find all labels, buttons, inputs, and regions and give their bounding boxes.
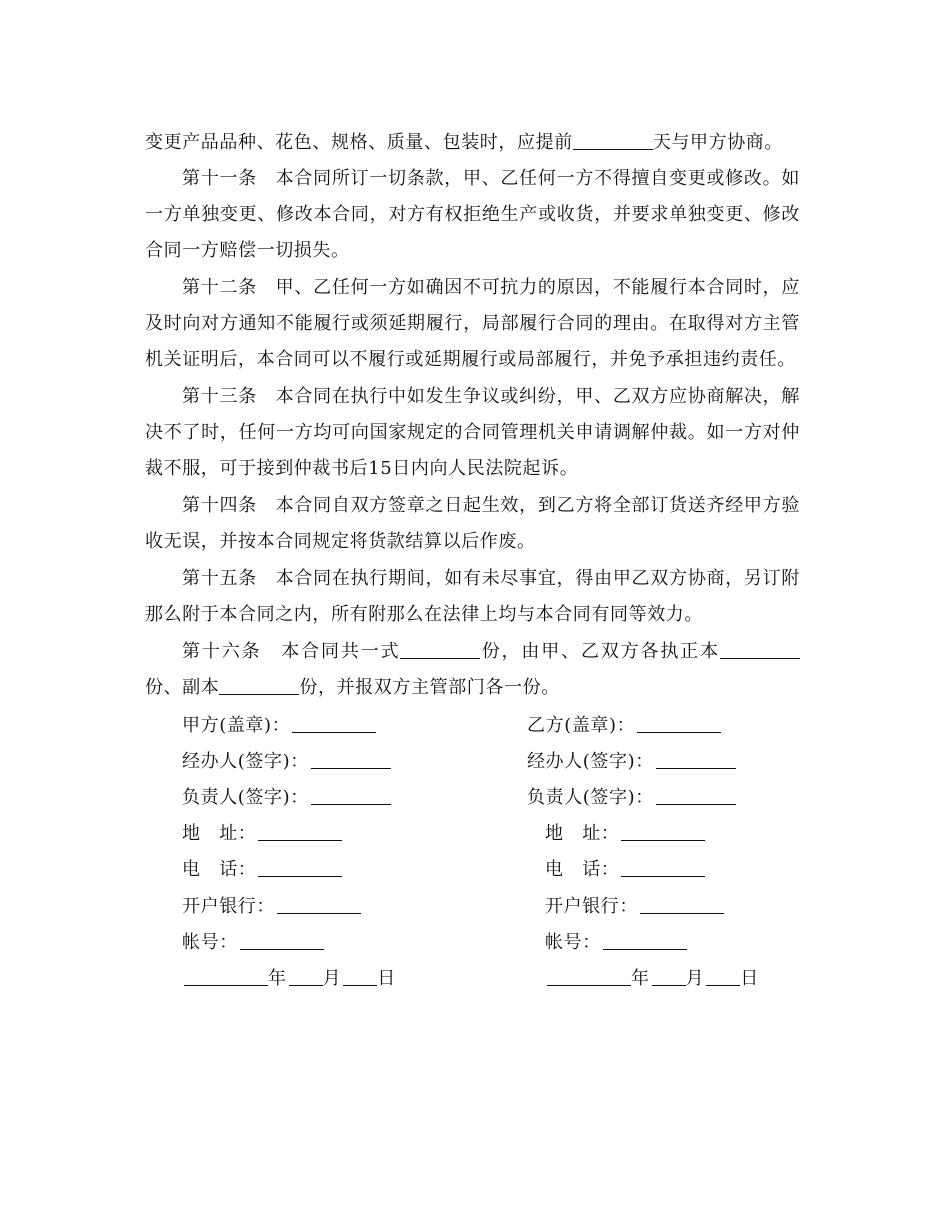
party-a-year-label: 年 bbox=[268, 968, 287, 989]
blank-duplicates-field[interactable] bbox=[219, 676, 299, 695]
party-a-agent-field[interactable] bbox=[311, 750, 391, 769]
party-b-bank-label: 开户银行： bbox=[545, 896, 638, 917]
article-16-text-3: 份、副本 bbox=[145, 677, 220, 698]
paragraph-product-change bbox=[145, 125, 800, 161]
article-12: 第十二条 甲、乙任何一方如确因不可抗力的原因，不能履行本合同时，应及时向对方通知不能履行或须延期履行，局部履行合同的理由。在取得对方主管机关证明后，本合同可以不履行或延期履行或局部履行，并免予承担违约责任。 bbox=[145, 277, 800, 370]
party-a-phone-field[interactable] bbox=[258, 858, 342, 877]
party-b-seal-label: 乙方(盖章)： bbox=[527, 715, 636, 736]
party-b-address-label: 地 址： bbox=[545, 823, 620, 844]
party-b-leader-field[interactable] bbox=[656, 786, 736, 805]
party-a-bank-field[interactable] bbox=[277, 895, 361, 914]
article-13: 第十三条 本合同在执行中如发生争议或纠纷，甲、乙双方应协商解决，解决不了时，任何一方均可向国家规定的合同管理机关申请调解仲裁。如一方对仲裁不服，可于接到仲裁书后15日内向人民法院起诉。 bbox=[145, 386, 800, 479]
party-a-address-field[interactable] bbox=[258, 822, 342, 841]
party-b-year-field[interactable] bbox=[547, 967, 631, 986]
party-b-phone bbox=[545, 858, 705, 882]
party-b-day-label: 日 bbox=[740, 968, 759, 989]
party-b-agent-field[interactable] bbox=[656, 750, 736, 769]
blank-copies-field[interactable] bbox=[400, 640, 480, 659]
party-a-bank bbox=[182, 895, 361, 919]
party-a-date bbox=[182, 967, 396, 991]
party-b-address bbox=[545, 822, 705, 846]
party-b-month-field[interactable] bbox=[652, 967, 686, 986]
party-b-agent-label: 经办人(签字)： bbox=[527, 751, 654, 772]
text-after: 天与甲方协商。 bbox=[652, 132, 784, 153]
party-b-address-field[interactable] bbox=[621, 822, 705, 841]
party-a-account bbox=[182, 931, 324, 955]
party-a-leader bbox=[182, 786, 391, 810]
article-15: 第十五条 本合同在执行期间，如有未尽事宜，得由甲乙双方协商，另订附那么附于本合同之内，所有附那么在法律上均与本合同有同等效力。 bbox=[145, 568, 800, 625]
party-a-day-field[interactable] bbox=[343, 967, 377, 986]
party-a-seal bbox=[182, 714, 376, 738]
party-b-seal-field[interactable] bbox=[637, 714, 721, 733]
party-a-seal-label: 甲方(盖章)： bbox=[182, 715, 291, 736]
party-a-leader-label: 负责人(签字)： bbox=[182, 787, 309, 808]
party-b-bank bbox=[545, 895, 724, 919]
party-a-month-field[interactable] bbox=[289, 967, 323, 986]
party-b-leader bbox=[527, 786, 736, 810]
party-b-bank-field[interactable] bbox=[640, 895, 724, 914]
article-16-text-2: 份，由甲、乙双方各执正本 bbox=[480, 641, 720, 662]
party-a-month-label: 月 bbox=[322, 968, 342, 989]
party-a-agent bbox=[182, 750, 391, 774]
article-11: 第十一条 本合同所订一切条款，甲、乙任何一方不得擅自变更或修改。如一方单独变更、修改本合同，对方有权拒绝生产或收货，并要求单独变更、修改合同一方赔偿一切损失。 bbox=[145, 168, 800, 261]
text-before: 变更产品品种、花色、规格、质量、包装时，应提前 bbox=[145, 132, 573, 153]
party-b-leader-label: 负责人(签字)： bbox=[527, 787, 654, 808]
article-16 bbox=[145, 634, 800, 706]
party-a-phone bbox=[182, 858, 342, 882]
party-a-agent-label: 经办人(签字)： bbox=[182, 751, 309, 772]
party-b-seal bbox=[527, 714, 721, 738]
party-a-seal-field[interactable] bbox=[292, 714, 376, 733]
party-b-account bbox=[545, 931, 687, 955]
party-b-date bbox=[545, 967, 759, 991]
article-16-text-4: 份，并报双方主管部门各一份。 bbox=[299, 677, 560, 698]
blank-originals-field[interactable] bbox=[720, 640, 800, 659]
party-b-year-label: 年 bbox=[631, 968, 650, 989]
party-b-account-label: 帐号： bbox=[545, 932, 601, 953]
party-a-leader-field[interactable] bbox=[311, 786, 391, 805]
party-a-address bbox=[182, 822, 342, 846]
party-a-bank-label: 开户银行： bbox=[182, 896, 275, 917]
party-a-account-field[interactable] bbox=[240, 931, 324, 950]
blank-days-field[interactable] bbox=[573, 131, 653, 150]
party-b-month-label: 月 bbox=[685, 968, 705, 989]
party-b-account-field[interactable] bbox=[603, 931, 687, 950]
article-16-text-1: 第十六条 本合同共一式 bbox=[182, 641, 401, 662]
party-a-account-label: 帐号： bbox=[182, 932, 238, 953]
party-a-day-label: 日 bbox=[377, 968, 396, 989]
party-a-address-label: 地 址： bbox=[182, 823, 257, 844]
article-14: 第十四条 本合同自双方签章之日起生效，到乙方将全部订货送齐经甲方验收无误，并按本合同规定将货款结算以后作废。 bbox=[145, 495, 800, 552]
party-a-phone-label: 电 话： bbox=[182, 859, 257, 880]
party-a-year-field[interactable] bbox=[184, 967, 268, 986]
party-b-agent bbox=[527, 750, 736, 774]
party-b-phone-field[interactable] bbox=[621, 858, 705, 877]
party-b-phone-label: 电 话： bbox=[545, 859, 620, 880]
party-b-day-field[interactable] bbox=[706, 967, 740, 986]
